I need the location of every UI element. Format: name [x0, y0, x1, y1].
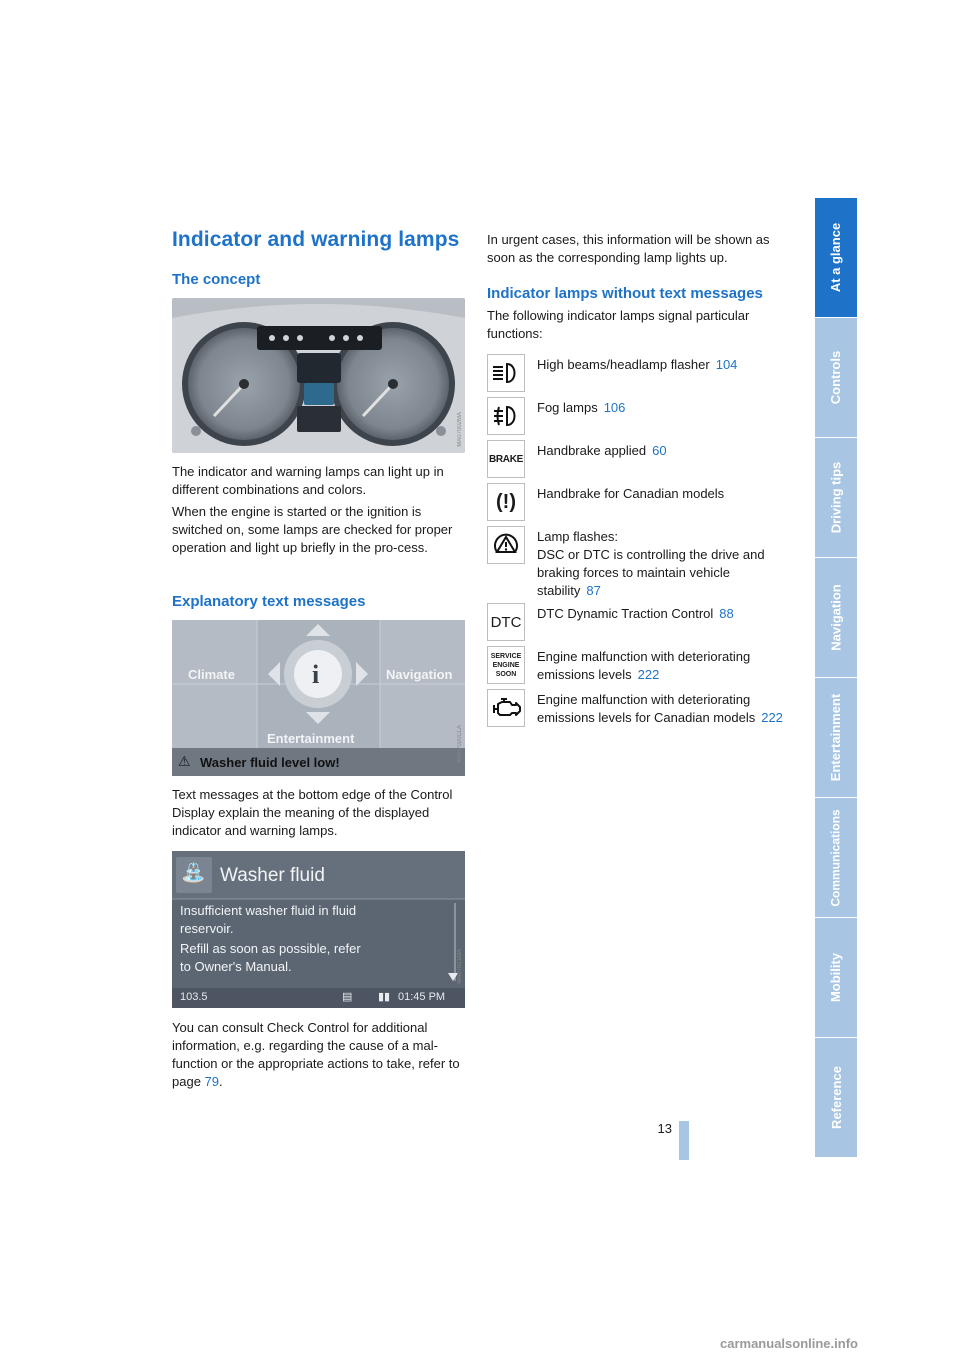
soon-label: SOON: [495, 670, 517, 678]
figure-code: MA07021MA: [457, 949, 463, 984]
washer-line-3: Refill as soon as possible, refer: [180, 941, 361, 956]
page-link[interactable]: 222: [637, 667, 660, 682]
indicator-heading: Indicator lamps without text messages: [487, 285, 763, 302]
indicator-intro: The following indicator lamps signal particular functions:: [487, 308, 750, 341]
dtc-label: DTC: [490, 613, 522, 631]
brake-circle-label: (!): [496, 490, 516, 513]
tab-label: Driving tips: [828, 461, 844, 534]
tab-label: At a glance: [828, 222, 844, 293]
radio-frequency: 103.5: [180, 991, 208, 1003]
indicator-item: [487, 646, 787, 686]
tab-label: Reference: [828, 1066, 844, 1129]
service-label: SERVICE: [490, 652, 522, 660]
indicator-description: [537, 605, 787, 623]
tab-at-a-glance[interactable]: [815, 198, 857, 317]
signal-icon: ▮▮: [378, 991, 391, 1003]
indicator-description: [537, 356, 787, 374]
consult-text: You can consult Check Control for additional information, e.g. regarding the cause of a mal-function or the appropriate actions to take, refer to page: [172, 1020, 460, 1089]
tab-label: Mobility: [828, 952, 844, 1003]
check-engine-icon: [487, 689, 525, 727]
entertainment-label: Entertainment: [267, 731, 355, 746]
indicator-text: High beams/headlamp flasher: [537, 357, 710, 372]
indicator-text: Lamp flashes:: [537, 529, 618, 544]
brake-label: BRAKE: [488, 453, 524, 465]
washer-warning-text: Washer fluid level low!: [200, 755, 340, 770]
concept-heading: The concept: [172, 271, 261, 288]
tab-label: Communications: [829, 808, 843, 907]
tab-mobility[interactable]: [815, 918, 857, 1037]
brake-circle-icon: [487, 483, 525, 521]
explanatory-paragraph: Text messages at the bottom edge of the Control Display explain the meaning of the displayed indicator and warning lamps.: [172, 787, 453, 838]
indicator-description: [537, 485, 787, 503]
urgent-paragraph: In urgent cases, this information will be shown as soon as the corresponding lamp lights up.: [487, 232, 770, 265]
indicator-description: [537, 442, 787, 460]
tab-label: Controls: [828, 350, 844, 405]
indicator-text-detail: DSC or DTC is controlling the drive and braking forces to maintain vehicle stability: [537, 547, 765, 598]
navigation-label: Navigation: [386, 667, 453, 682]
page-number: 13: [657, 1121, 672, 1136]
clock-time: 01:45 PM: [398, 991, 446, 1003]
page-link[interactable]: 88: [719, 606, 734, 621]
indicator-text: Fog lamps: [537, 400, 598, 415]
explanatory-heading: Explanatory text messages: [172, 593, 366, 610]
tab-controls[interactable]: [815, 318, 857, 437]
indicator-item: [487, 397, 787, 437]
washer-line-2: reservoir.: [180, 921, 234, 936]
control-display-background: [172, 620, 465, 776]
indicator-item: [487, 440, 787, 480]
tab-communications[interactable]: [815, 798, 857, 917]
info-icon: i: [312, 660, 320, 689]
indicator-text: Handbrake for Canadian models: [537, 486, 725, 501]
concept-paragraph-2: When the engine is started or the ignition is switched on, some lamps are checked for proper operation and light up briefly in the pro-cess.: [172, 504, 453, 555]
watermark: carmanualsonline.info: [720, 1336, 858, 1351]
phone-icon: ▤: [342, 991, 353, 1003]
service-engine-soon-icon: [487, 646, 525, 684]
washer-fluid-figure: [172, 851, 465, 1008]
tab-entertainment[interactable]: [815, 678, 857, 797]
washer-line-1: Insufficient washer fluid in fluid: [180, 903, 357, 918]
page-number-bar: [679, 1121, 689, 1160]
instrument-cluster-figure: [172, 298, 465, 453]
washer-icon: ⛲: [181, 863, 206, 885]
indicator-description: [537, 528, 787, 600]
indicator-description: [537, 399, 787, 417]
page-link[interactable]: 60: [652, 443, 667, 458]
high-beam-icon: [487, 354, 525, 392]
figure-code: MA07002MA: [457, 412, 463, 447]
page-heading: Indicator and warning lamps: [172, 228, 460, 251]
instrument-cluster-illustration: [172, 298, 465, 453]
page-link-79[interactable]: 79: [204, 1074, 220, 1089]
indicator-item: [487, 354, 787, 394]
concept-paragraph-1: The indicator and warning lamps can light up in different combinations and colors.: [172, 464, 444, 497]
engine-label: ENGINE: [492, 661, 520, 669]
page-link[interactable]: 106: [603, 400, 626, 415]
tab-driving-tips[interactable]: [815, 438, 857, 557]
control-display-figure: [172, 620, 465, 776]
indicator-description: [537, 691, 787, 727]
consult-paragraph: [172, 1019, 467, 1091]
indicator-text: Engine malfunction with deteriorating emissions levels for Canadian models: [537, 692, 756, 725]
indicator-description: [537, 648, 787, 684]
figure-code: MA07020CLA: [457, 724, 463, 762]
warning-triangle-icon: ⚠: [178, 753, 191, 769]
page-link[interactable]: 104: [715, 357, 738, 372]
tab-navigation[interactable]: [815, 558, 857, 677]
tab-label: Navigation: [828, 584, 844, 651]
indicator-item: [487, 483, 787, 523]
tab-reference[interactable]: [815, 1038, 857, 1157]
page-link[interactable]: 87: [586, 583, 601, 598]
brake-icon: [487, 440, 525, 478]
tab-label: Entertainment: [828, 693, 844, 782]
climate-label: Climate: [188, 667, 235, 682]
fog-lamp-icon: [487, 397, 525, 435]
indicator-item: [487, 603, 787, 643]
consult-end: .: [219, 1074, 223, 1089]
dsc-warning-icon: [487, 526, 525, 564]
indicator-item: [487, 689, 787, 749]
indicator-text: Engine malfunction with deteriorating emissions levels: [537, 649, 751, 682]
indicator-text: DTC Dynamic Traction Control: [537, 606, 714, 621]
indicator-text: Handbrake applied: [537, 443, 647, 458]
page-link[interactable]: 222: [761, 710, 783, 725]
indicator-item: [487, 526, 787, 600]
washer-title: Washer fluid: [220, 865, 325, 886]
dtc-icon: [487, 603, 525, 641]
washer-line-4: to Owner's Manual.: [180, 959, 292, 974]
